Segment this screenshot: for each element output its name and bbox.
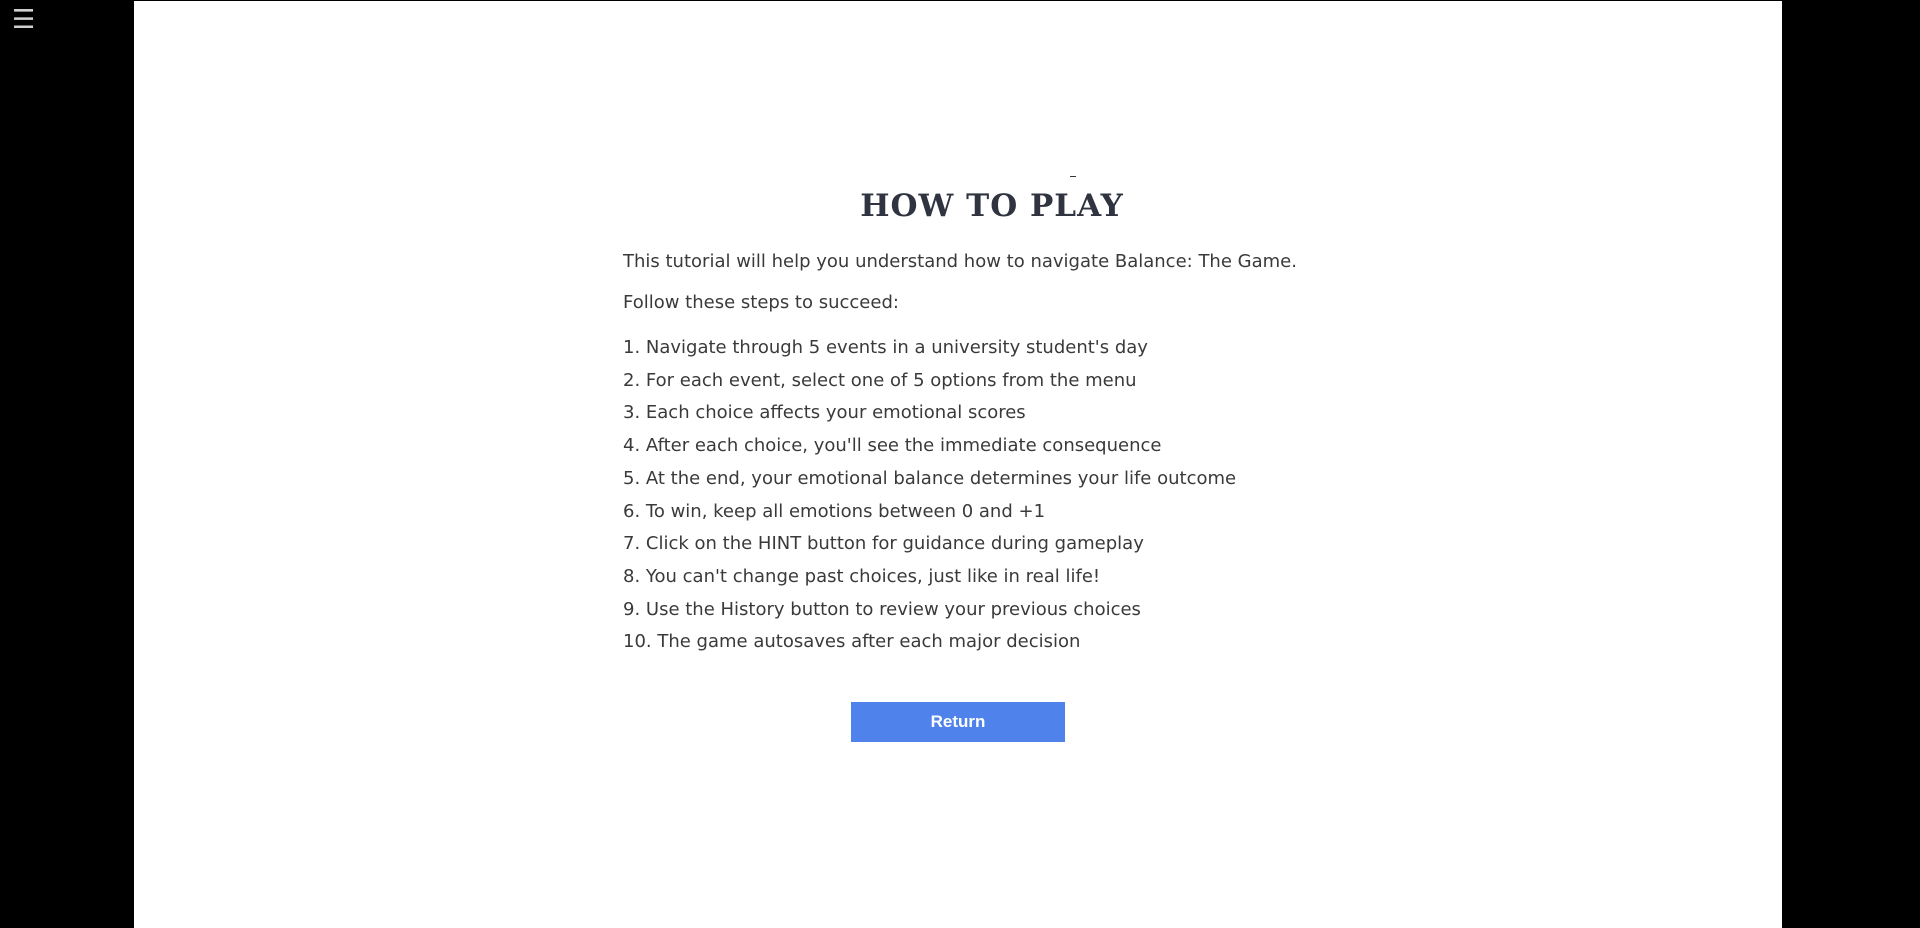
step-item: 8. You can't change past choices, just like in real life! [623, 565, 1101, 587]
step-item: 2. For each event, select one of 5 options from the menu [623, 369, 1137, 391]
step-item: 1. Navigate through 5 events in a university student's day [623, 337, 1148, 358]
follow-text: Follow these steps to succeed: [623, 292, 899, 313]
step-item: 9. Use the History button to review your previous choices [623, 598, 1141, 620]
step-item: 6. To win, keep all emotions between 0 and +1 [623, 500, 1046, 522]
return-button[interactable]: Return [851, 702, 1065, 742]
step-item: 10. The game autosaves after each major decision [623, 631, 1081, 653]
intro-text: This tutorial will help you understand how to navigate Balance: The Game. [623, 251, 1297, 272]
tutorial-content [623, 168, 1323, 653]
step-item: 5. At the end, your emotional balance determines your life outcome [623, 467, 1237, 489]
step-item: 4. After each choice, you'll see the immediate consequence [623, 435, 1162, 457]
tutorial-panel [134, 1, 1782, 928]
step-item: 3. Each choice affects your emotional scores [623, 402, 1026, 424]
step-item: 7. Click on the HINT button for guidance during gameplay [623, 533, 1144, 555]
hamburger-icon[interactable]: ☰ [12, 5, 36, 35]
steps-list [623, 332, 1236, 659]
page-title: HOW TO PLAY [860, 188, 1124, 224]
decorative-dash [1070, 176, 1076, 177]
